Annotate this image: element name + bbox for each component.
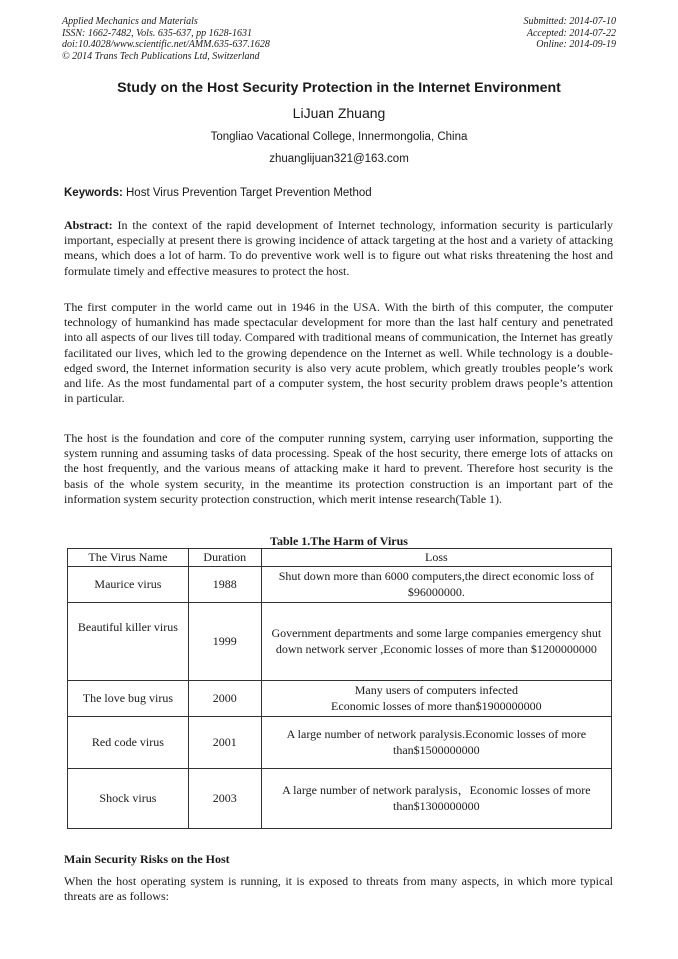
author-affiliation: Tongliao Vacational College, Innermongolia, China	[210, 131, 468, 143]
loss-cell: Shut down more than 6000 computers,the direct economic loss of $96000000.	[261, 567, 611, 603]
table-caption: Table 1.The Harm of Virus	[270, 534, 408, 548]
publication-dates	[524, 16, 617, 51]
virus-name-cell: Beautiful killer virus	[68, 603, 189, 681]
abstract-label: Abstract:	[64, 218, 113, 232]
author-email: zhuanglijuan321@163.com	[269, 153, 409, 165]
duration-cell: 2003	[188, 769, 261, 829]
table-row	[68, 681, 612, 717]
author-name: LiJuan Zhuang	[292, 105, 386, 121]
virus-harm-table	[67, 548, 612, 829]
duration-cell: 1999	[188, 603, 261, 681]
table-row	[68, 717, 612, 769]
header-loss: Loss	[261, 549, 611, 567]
virus-name-cell: The love bug virus	[68, 681, 189, 717]
abstract-text: In the context of the rapid development of Internet technology, information security is particularly important, especially at present there is growing incidence of attack targeting at the host and a variety of attacking means, which does a lot of harm. To do preventive work well is to figure out what risks threatening the host and formulate timely and effective measures to protect the host.	[64, 218, 614, 278]
accepted-date: Accepted: 2014-07-22	[526, 27, 616, 39]
keywords-label: Keywords:	[64, 187, 123, 199]
online-date: Online: 2014-09-19	[536, 39, 616, 50]
virus-name-cell: Shock virus	[68, 769, 189, 829]
header-virus-name: The Virus Name	[68, 549, 189, 567]
keywords	[64, 187, 616, 199]
loss-cell: A large number of network paralysis.Economic losses of more than$1500000000	[261, 717, 611, 769]
section-paragraph: When the host operating system is running, it is exposed to threats from many aspects, in which more typical threats are as follows:	[64, 874, 613, 904]
duration-cell: 2001	[188, 717, 261, 769]
virus-name-cell: Maurice virus	[68, 567, 189, 603]
loss-cell: Many users of computers infected Economic losses of more than$1900000000	[261, 681, 611, 717]
paper-title: Study on the Host Security Protection in the Internet Environment	[117, 80, 561, 96]
duration-cell: 2000	[188, 681, 261, 717]
issn-line: ISSN: 1662-7482, Vols. 635-637, pp 1628-1631	[62, 27, 252, 39]
table-row	[68, 567, 612, 603]
submitted-date: Submitted: 2014-07-10	[523, 16, 616, 27]
duration-cell: 1988	[188, 567, 261, 603]
loss-cell: Government departments and some large companies emergency shut down network server ,Economic losses of more than $1200000000	[261, 603, 611, 681]
intro-paragraph-2: The host is the foundation and core of the computer running system, carrying user information, supporting the system running and assuming tasks of data processing. Speak of the host security, there emerge lots of attacks on the host frequently, and the various means of attacking make it hard to prevent. Therefore host security is the basis of the whole system security, in the meantime its protection construction is an important part of the information system security protection construction, which merit intense research(Table 1).	[64, 431, 613, 506]
table-header-row	[68, 549, 612, 567]
abstract	[64, 218, 613, 279]
virus-name-cell: Red code virus	[68, 717, 189, 769]
table-row	[68, 603, 612, 681]
loss-cell: A large number of network paralysis，Economic losses of more than$1300000000	[261, 769, 611, 829]
header-duration: Duration	[188, 549, 261, 567]
journal-info	[62, 16, 270, 62]
keywords-text: Host Virus Prevention Target Prevention Method	[126, 187, 372, 199]
journal-name: Applied Mechanics and Materials	[62, 16, 198, 27]
section-heading: Main Security Risks on the Host	[64, 852, 230, 866]
table-row	[68, 769, 612, 829]
intro-paragraph-1: The first computer in the world came out in 1946 in the USA. With the birth of this computer, the computer technology of humankind has made spectacular development for more than the last half century and penetrated into all aspects of our lives till today. Compared with traditional means of communication, the Internet has greatly facilitated our lives, which led to the growing dependence on the Internet as well. While technology is a double-edged sword, the Internet information security is also very acute problem, which greatly troubles people’s work and life. As the most fundamental part of a computer system, the host security problem draws people’s attention in particular.	[64, 300, 613, 406]
doi-line: doi:10.4028/www.scientific.net/AMM.635-637.1628	[62, 39, 270, 50]
copyright-line: © 2014 Trans Tech Publications Ltd, Switzerland	[62, 50, 260, 62]
